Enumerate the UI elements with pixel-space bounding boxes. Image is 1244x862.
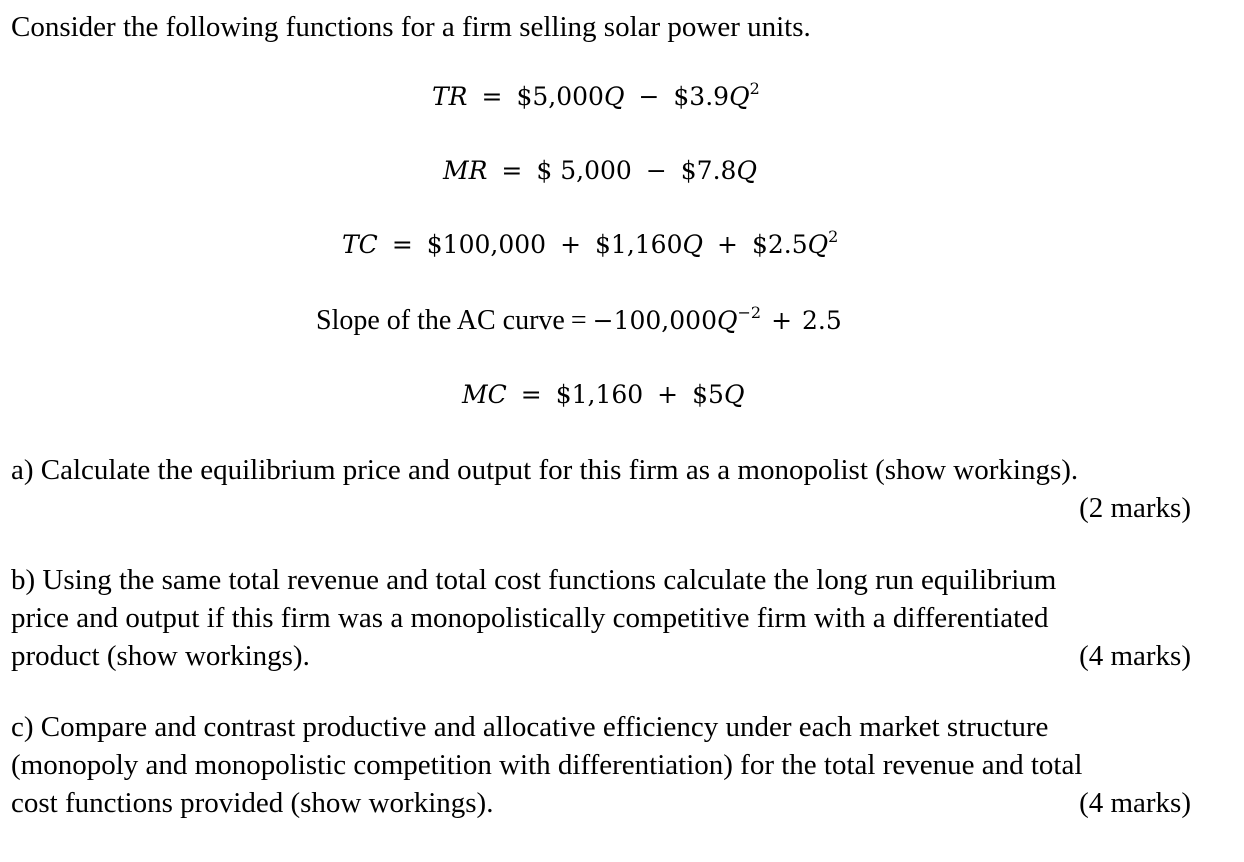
question-c-marks: (4 marks) <box>1079 787 1191 819</box>
eq-term: $1,160 <box>555 380 644 409</box>
eq-variable: Q <box>807 230 829 259</box>
eq-equals: = <box>391 230 413 259</box>
eq-variable: Q <box>723 380 745 409</box>
eq-term: $3.9 <box>673 82 730 111</box>
question-c-text-line3: cost functions provided (show workings). <box>11 787 494 819</box>
eq-term: $7.8 <box>680 156 737 185</box>
eq-variable: Q <box>729 82 750 111</box>
equation-tr <box>432 80 760 114</box>
question-c <box>11 708 1191 822</box>
question-c-text-line1: c) Compare and contrast productive and allocative efficiency under each market structure <box>11 711 1049 743</box>
eq-equals: = <box>501 156 523 185</box>
question-b <box>11 561 1191 675</box>
eq-exponent: 2 <box>749 79 760 98</box>
eq-lhs: MC <box>462 380 507 409</box>
eq-variable: Q <box>716 306 738 335</box>
eq-term: −100,000 <box>592 306 717 335</box>
eq-term: $100,000 <box>426 230 547 259</box>
question-c-last-line <box>11 784 1191 822</box>
eq-equals: = <box>520 380 542 409</box>
question-a-marks: (2 marks) <box>1079 492 1191 524</box>
question-c-text-line2: (monopoly and monopolistic competition with differentiation) for the total revenue and total <box>11 749 1083 781</box>
question-a <box>11 451 1191 527</box>
intro-text: Consider the following functions for a firm selling solar power units. <box>11 11 811 43</box>
eq-term: $ 5,000 <box>536 156 632 185</box>
equation-tc <box>342 228 838 262</box>
eq-plus: + <box>657 380 679 409</box>
eq-term: 2.5 <box>802 306 842 335</box>
eq-lhs: TR <box>432 82 468 111</box>
equation-mr <box>443 154 757 188</box>
eq-plus: + <box>560 230 582 259</box>
question-b-text-line2: price and output if this firm was a monopolistically competitive firm with a differentiated <box>11 602 1049 634</box>
eq-minus: − <box>638 82 660 111</box>
eq-plus: + <box>717 230 738 259</box>
eq-lhs: MR <box>443 156 488 185</box>
question-a-text: a) Calculate the equilibrium price and output for this firm as a monopolist (show workings). <box>11 454 1079 486</box>
question-b-marks: (4 marks) <box>1079 640 1191 672</box>
eq-minus: − <box>645 156 667 185</box>
eq-plus: + <box>771 306 793 335</box>
eq-variable: Q <box>736 156 757 185</box>
eq-exponent: −2 <box>737 303 762 322</box>
eq-variable: Q <box>603 82 625 111</box>
eq-variable: Q <box>682 230 703 259</box>
eq-equals: = <box>570 305 587 336</box>
eq-term: $5,000 <box>516 82 604 111</box>
equation-mc <box>462 378 744 412</box>
eq-term: $2.5 <box>751 230 808 259</box>
eq-term: $1,160 <box>595 230 683 259</box>
eq-equals: = <box>481 82 503 111</box>
eq-lhs: TC <box>342 230 378 259</box>
eq-term: $5 <box>692 380 724 409</box>
equation-slope <box>316 304 842 338</box>
eq-exponent: 2 <box>828 227 839 246</box>
question-b-last-line <box>11 637 1191 675</box>
eq-label: Slope of the AC curve <box>316 305 565 336</box>
question-b-text-line3: product (show workings). <box>11 640 310 672</box>
question-b-text-line1: b) Using the same total revenue and total cost functions calculate the long run equilibrium <box>11 564 1057 596</box>
